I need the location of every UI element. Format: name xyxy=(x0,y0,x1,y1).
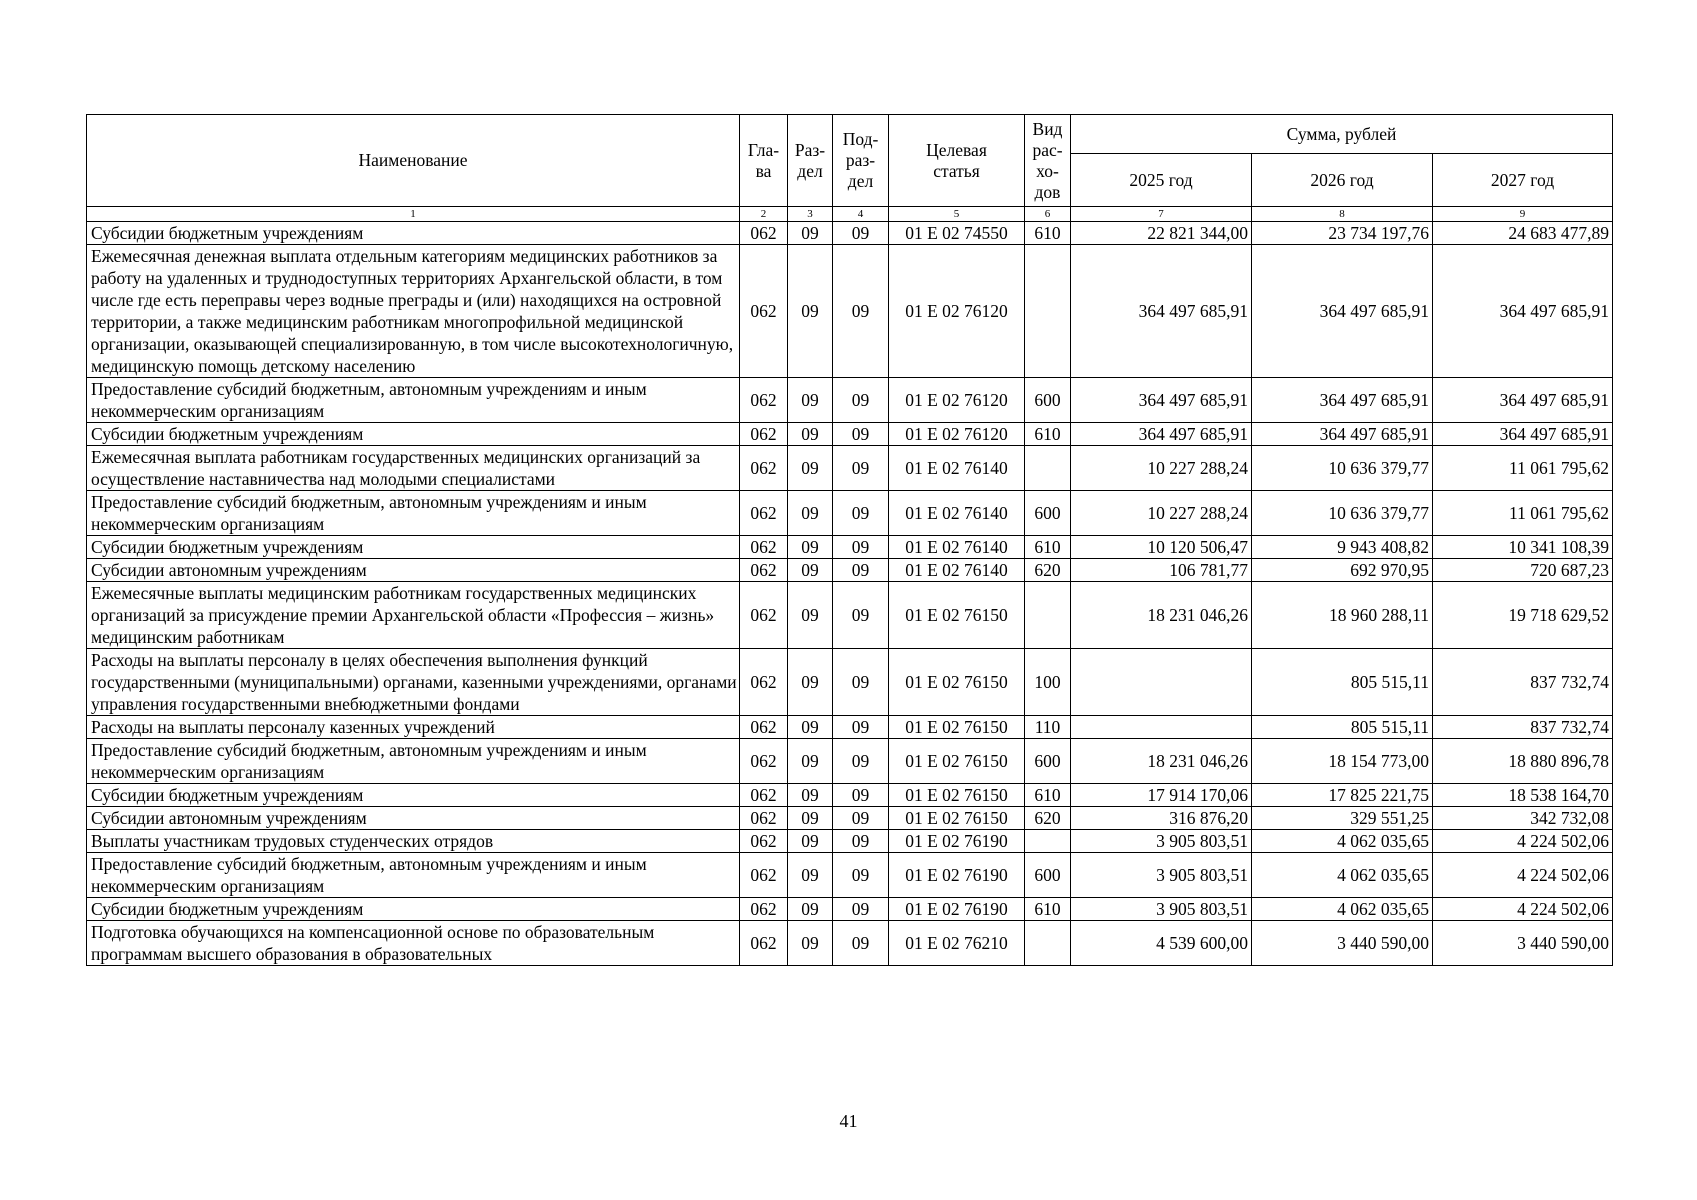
row-amount-2026: 10 636 379,77 xyxy=(1252,446,1433,491)
row-section: 09 xyxy=(788,536,833,559)
row-amount-2026: 364 497 685,91 xyxy=(1252,378,1433,423)
row-chapter: 062 xyxy=(740,536,788,559)
header-expense-type xyxy=(1025,115,1071,207)
row-name: Расходы на выплаты персоналу в целях обеспечения выполнения функций государственными (муниципальными) органами, казенными учреждениями, органами управления государственными внебюджетными фондами xyxy=(87,649,740,716)
row-target-article: 01 Е 02 76120 xyxy=(889,378,1025,423)
row-amount-2026: 3 440 590,00 xyxy=(1252,921,1433,966)
row-target-article: 01 Е 02 76150 xyxy=(889,739,1025,784)
row-section: 09 xyxy=(788,559,833,582)
row-section: 09 xyxy=(788,784,833,807)
row-section: 09 xyxy=(788,898,833,921)
column-number: 9 xyxy=(1433,207,1613,222)
row-amount-2027: 4 224 502,06 xyxy=(1433,898,1613,921)
budget-table xyxy=(86,114,1613,966)
row-expense-type: 610 xyxy=(1025,898,1071,921)
row-chapter: 062 xyxy=(740,245,788,378)
row-chapter: 062 xyxy=(740,649,788,716)
header-target-label: Целевая статья xyxy=(926,139,987,181)
row-amount-2026: 9 943 408,82 xyxy=(1252,536,1433,559)
row-name: Ежемесячные выплаты медицинским работникам государственных медицинских организаций за присуждение премии Архангельской области «Профессия – жизнь» медицинским работникам xyxy=(87,582,740,649)
row-expense-type xyxy=(1025,245,1071,378)
row-amount-2026: 364 497 685,91 xyxy=(1252,245,1433,378)
row-section: 09 xyxy=(788,807,833,830)
row-subsection: 09 xyxy=(833,446,889,491)
table-row xyxy=(87,491,1613,536)
row-name: Ежемесячная выплата работникам государственных медицинских организаций за осуществление наставничества над молодыми специалистами xyxy=(87,446,740,491)
row-expense-type: 100 xyxy=(1025,649,1071,716)
row-name: Предоставление субсидий бюджетным, автономным учреждениям и иным некоммерческим организациям xyxy=(87,853,740,898)
row-expense-type xyxy=(1025,582,1071,649)
row-amount-2027: 837 732,74 xyxy=(1433,716,1613,739)
row-name-text: Подготовка обучающихся на компенсационной основе по образовательным программам высшего образования в образовательных xyxy=(91,922,655,964)
row-section: 09 xyxy=(788,245,833,378)
header-subsection-label: Под- раз- дел xyxy=(842,129,879,191)
row-amount-2025: 316 876,20 xyxy=(1071,807,1252,830)
row-chapter: 062 xyxy=(740,830,788,853)
row-amount-2026: 23 734 197,76 xyxy=(1252,222,1433,245)
row-amount-2027: 342 732,08 xyxy=(1433,807,1613,830)
row-chapter: 062 xyxy=(740,491,788,536)
row-amount-2027: 364 497 685,91 xyxy=(1433,378,1613,423)
row-chapter: 062 xyxy=(740,898,788,921)
row-name: Предоставление субсидий бюджетным, автономным учреждениям и иным некоммерческим организациям xyxy=(87,739,740,784)
row-chapter: 062 xyxy=(740,716,788,739)
row-expense-type: 620 xyxy=(1025,559,1071,582)
row-amount-2026: 692 970,95 xyxy=(1252,559,1433,582)
row-amount-2027: 4 224 502,06 xyxy=(1433,853,1613,898)
row-subsection: 09 xyxy=(833,491,889,536)
table-row xyxy=(87,378,1613,423)
row-expense-type: 620 xyxy=(1025,807,1071,830)
row-section: 09 xyxy=(788,649,833,716)
header-expense-type-label: Вид рас- хо- дов xyxy=(1032,118,1063,202)
row-amount-2027: 364 497 685,91 xyxy=(1433,245,1613,378)
row-target-article: 01 Е 02 76150 xyxy=(889,784,1025,807)
row-section: 09 xyxy=(788,423,833,446)
row-expense-type xyxy=(1025,921,1071,966)
row-amount-2025: 3 905 803,51 xyxy=(1071,898,1252,921)
table-row xyxy=(87,784,1613,807)
row-name: Субсидии бюджетным учреждениям xyxy=(87,898,740,921)
row-subsection: 09 xyxy=(833,378,889,423)
row-amount-2026: 329 551,25 xyxy=(1252,807,1433,830)
header-sum: Сумма, рублей xyxy=(1071,115,1613,154)
header-name: Наименование xyxy=(87,115,740,207)
table-row xyxy=(87,222,1613,245)
header-chapter-label: Гла- ва xyxy=(747,139,780,181)
header-chapter xyxy=(740,115,788,207)
row-name: Ежемесячная денежная выплата отдельным категориям медицинских работников за работу на удаленных и труднодоступных территориях Архангельской области, в том числе где есть переправы через водные преграды и (или) находящихся на островной территории, а также медицинским работникам многопрофильной медицинской организации, оказывающей специализированную, в том числе высокотехнологичную, медицинскую помощь детскому населению xyxy=(87,245,740,378)
table-row xyxy=(87,853,1613,898)
table-row xyxy=(87,423,1613,446)
row-amount-2027: 18 538 164,70 xyxy=(1433,784,1613,807)
table-row xyxy=(87,898,1613,921)
row-target-article: 01 Е 02 76150 xyxy=(889,807,1025,830)
row-section: 09 xyxy=(788,739,833,784)
row-expense-type: 600 xyxy=(1025,739,1071,784)
row-name: Субсидии автономным учреждениям xyxy=(87,807,740,830)
row-section: 09 xyxy=(788,921,833,966)
row-amount-2025 xyxy=(1071,716,1252,739)
row-amount-2027: 364 497 685,91 xyxy=(1433,423,1613,446)
row-section: 09 xyxy=(788,491,833,536)
row-amount-2027: 720 687,23 xyxy=(1433,559,1613,582)
row-amount-2025: 18 231 046,26 xyxy=(1071,582,1252,649)
column-number: 5 xyxy=(889,207,1025,222)
row-amount-2027: 837 732,74 xyxy=(1433,649,1613,716)
page-number: 41 xyxy=(839,1111,858,1131)
row-target-article: 01 Е 02 76190 xyxy=(889,853,1025,898)
row-amount-2026: 4 062 035,65 xyxy=(1252,898,1433,921)
row-amount-2026: 805 515,11 xyxy=(1252,649,1433,716)
row-amount-2027: 19 718 629,52 xyxy=(1433,582,1613,649)
row-amount-2025: 10 120 506,47 xyxy=(1071,536,1252,559)
header-section-label: Раз- дел xyxy=(794,139,826,181)
row-name: Расходы на выплаты персоналу казенных учреждений xyxy=(87,716,740,739)
column-number-row xyxy=(87,207,1613,222)
row-amount-2026: 4 062 035,65 xyxy=(1252,830,1433,853)
row-expense-type: 600 xyxy=(1025,378,1071,423)
table-body xyxy=(87,222,1613,966)
row-subsection: 09 xyxy=(833,245,889,378)
row-subsection: 09 xyxy=(833,784,889,807)
row-chapter: 062 xyxy=(740,423,788,446)
row-subsection: 09 xyxy=(833,807,889,830)
table-row xyxy=(87,830,1613,853)
row-amount-2026: 18 154 773,00 xyxy=(1252,739,1433,784)
row-target-article: 01 Е 02 76140 xyxy=(889,446,1025,491)
row-chapter: 062 xyxy=(740,446,788,491)
row-subsection: 09 xyxy=(833,423,889,446)
row-target-article: 01 Е 02 74550 xyxy=(889,222,1025,245)
row-amount-2027: 18 880 896,78 xyxy=(1433,739,1613,784)
row-expense-type xyxy=(1025,446,1071,491)
row-amount-2026: 4 062 035,65 xyxy=(1252,853,1433,898)
table-row xyxy=(87,807,1613,830)
header-section xyxy=(788,115,833,207)
row-expense-type: 610 xyxy=(1025,784,1071,807)
header-year-2025: 2025 год xyxy=(1071,154,1252,207)
row-chapter: 062 xyxy=(740,853,788,898)
header-year-2027: 2027 год xyxy=(1433,154,1613,207)
row-amount-2026: 805 515,11 xyxy=(1252,716,1433,739)
row-subsection: 09 xyxy=(833,898,889,921)
row-amount-2025: 3 905 803,51 xyxy=(1071,853,1252,898)
row-amount-2027: 11 061 795,62 xyxy=(1433,446,1613,491)
row-expense-type: 600 xyxy=(1025,853,1071,898)
row-section: 09 xyxy=(788,582,833,649)
row-expense-type: 610 xyxy=(1025,222,1071,245)
row-expense-type: 610 xyxy=(1025,423,1071,446)
row-amount-2025: 10 227 288,24 xyxy=(1071,446,1252,491)
column-number: 1 xyxy=(87,207,740,222)
row-name xyxy=(87,921,740,966)
table-row xyxy=(87,582,1613,649)
row-name: Предоставление субсидий бюджетным, автономным учреждениям и иным некоммерческим организациям xyxy=(87,378,740,423)
table-row xyxy=(87,446,1613,491)
row-amount-2025: 17 914 170,06 xyxy=(1071,784,1252,807)
row-amount-2027: 4 224 502,06 xyxy=(1433,830,1613,853)
row-target-article: 01 Е 02 76140 xyxy=(889,536,1025,559)
table-row xyxy=(87,921,1613,966)
row-target-article: 01 Е 02 76140 xyxy=(889,559,1025,582)
row-chapter: 062 xyxy=(740,559,788,582)
row-subsection: 09 xyxy=(833,222,889,245)
row-section: 09 xyxy=(788,446,833,491)
row-chapter: 062 xyxy=(740,222,788,245)
row-name: Субсидии автономным учреждениям xyxy=(87,559,740,582)
row-amount-2025: 10 227 288,24 xyxy=(1071,491,1252,536)
row-amount-2025: 4 539 600,00 xyxy=(1071,921,1252,966)
row-subsection: 09 xyxy=(833,536,889,559)
row-subsection: 09 xyxy=(833,853,889,898)
row-name: Субсидии бюджетным учреждениям xyxy=(87,423,740,446)
row-amount-2025: 18 231 046,26 xyxy=(1071,739,1252,784)
table-row xyxy=(87,739,1613,784)
column-number: 3 xyxy=(788,207,833,222)
row-amount-2027: 11 061 795,62 xyxy=(1433,491,1613,536)
row-section: 09 xyxy=(788,378,833,423)
column-number: 7 xyxy=(1071,207,1252,222)
table-row xyxy=(87,649,1613,716)
row-chapter: 062 xyxy=(740,739,788,784)
row-target-article: 01 Е 02 76150 xyxy=(889,649,1025,716)
row-target-article: 01 Е 02 76120 xyxy=(889,245,1025,378)
row-amount-2025: 3 905 803,51 xyxy=(1071,830,1252,853)
row-expense-type: 110 xyxy=(1025,716,1071,739)
row-target-article: 01 Е 02 76210 xyxy=(889,921,1025,966)
row-subsection: 09 xyxy=(833,739,889,784)
row-section: 09 xyxy=(788,716,833,739)
header-year-2026: 2026 год xyxy=(1252,154,1433,207)
row-chapter: 062 xyxy=(740,807,788,830)
row-amount-2026: 364 497 685,91 xyxy=(1252,423,1433,446)
row-section: 09 xyxy=(788,830,833,853)
row-amount-2026: 18 960 288,11 xyxy=(1252,582,1433,649)
row-amount-2026: 10 636 379,77 xyxy=(1252,491,1433,536)
row-name: Субсидии бюджетным учреждениям xyxy=(87,536,740,559)
row-amount-2027: 10 341 108,39 xyxy=(1433,536,1613,559)
column-number: 6 xyxy=(1025,207,1071,222)
row-target-article: 01 Е 02 76140 xyxy=(889,491,1025,536)
row-target-article: 01 Е 02 76190 xyxy=(889,898,1025,921)
row-expense-type: 610 xyxy=(1025,536,1071,559)
column-number: 2 xyxy=(740,207,788,222)
row-subsection: 09 xyxy=(833,649,889,716)
row-name: Субсидии бюджетным учреждениям xyxy=(87,222,740,245)
row-section: 09 xyxy=(788,853,833,898)
row-name: Выплаты участникам трудовых студенческих отрядов xyxy=(87,830,740,853)
row-subsection: 09 xyxy=(833,921,889,966)
table-row xyxy=(87,559,1613,582)
column-number: 4 xyxy=(833,207,889,222)
row-target-article: 01 Е 02 76150 xyxy=(889,716,1025,739)
header-subsection xyxy=(833,115,889,207)
row-subsection: 09 xyxy=(833,559,889,582)
table-row xyxy=(87,536,1613,559)
row-chapter: 062 xyxy=(740,378,788,423)
row-subsection: 09 xyxy=(833,716,889,739)
header-target xyxy=(889,115,1025,207)
row-chapter: 062 xyxy=(740,582,788,649)
row-amount-2026: 17 825 221,75 xyxy=(1252,784,1433,807)
row-expense-type xyxy=(1025,830,1071,853)
row-amount-2025: 364 497 685,91 xyxy=(1071,378,1252,423)
table-row xyxy=(87,245,1613,378)
row-target-article: 01 Е 02 76150 xyxy=(889,582,1025,649)
row-chapter: 062 xyxy=(740,921,788,966)
row-amount-2025: 364 497 685,91 xyxy=(1071,245,1252,378)
row-target-article: 01 Е 02 76120 xyxy=(889,423,1025,446)
row-amount-2027: 3 440 590,00 xyxy=(1433,921,1613,966)
row-amount-2025: 22 821 344,00 xyxy=(1071,222,1252,245)
row-amount-2025: 106 781,77 xyxy=(1071,559,1252,582)
row-expense-type: 600 xyxy=(1025,491,1071,536)
row-name: Субсидии бюджетным учреждениям xyxy=(87,784,740,807)
row-target-article: 01 Е 02 76190 xyxy=(889,830,1025,853)
row-amount-2025: 364 497 685,91 xyxy=(1071,423,1252,446)
row-subsection: 09 xyxy=(833,830,889,853)
row-amount-2027: 24 683 477,89 xyxy=(1433,222,1613,245)
row-amount-2025 xyxy=(1071,649,1252,716)
row-section: 09 xyxy=(788,222,833,245)
column-number: 8 xyxy=(1252,207,1433,222)
table-row xyxy=(87,716,1613,739)
row-subsection: 09 xyxy=(833,582,889,649)
row-name: Предоставление субсидий бюджетным, автономным учреждениям и иным некоммерческим организациям xyxy=(87,491,740,536)
row-chapter: 062 xyxy=(740,784,788,807)
